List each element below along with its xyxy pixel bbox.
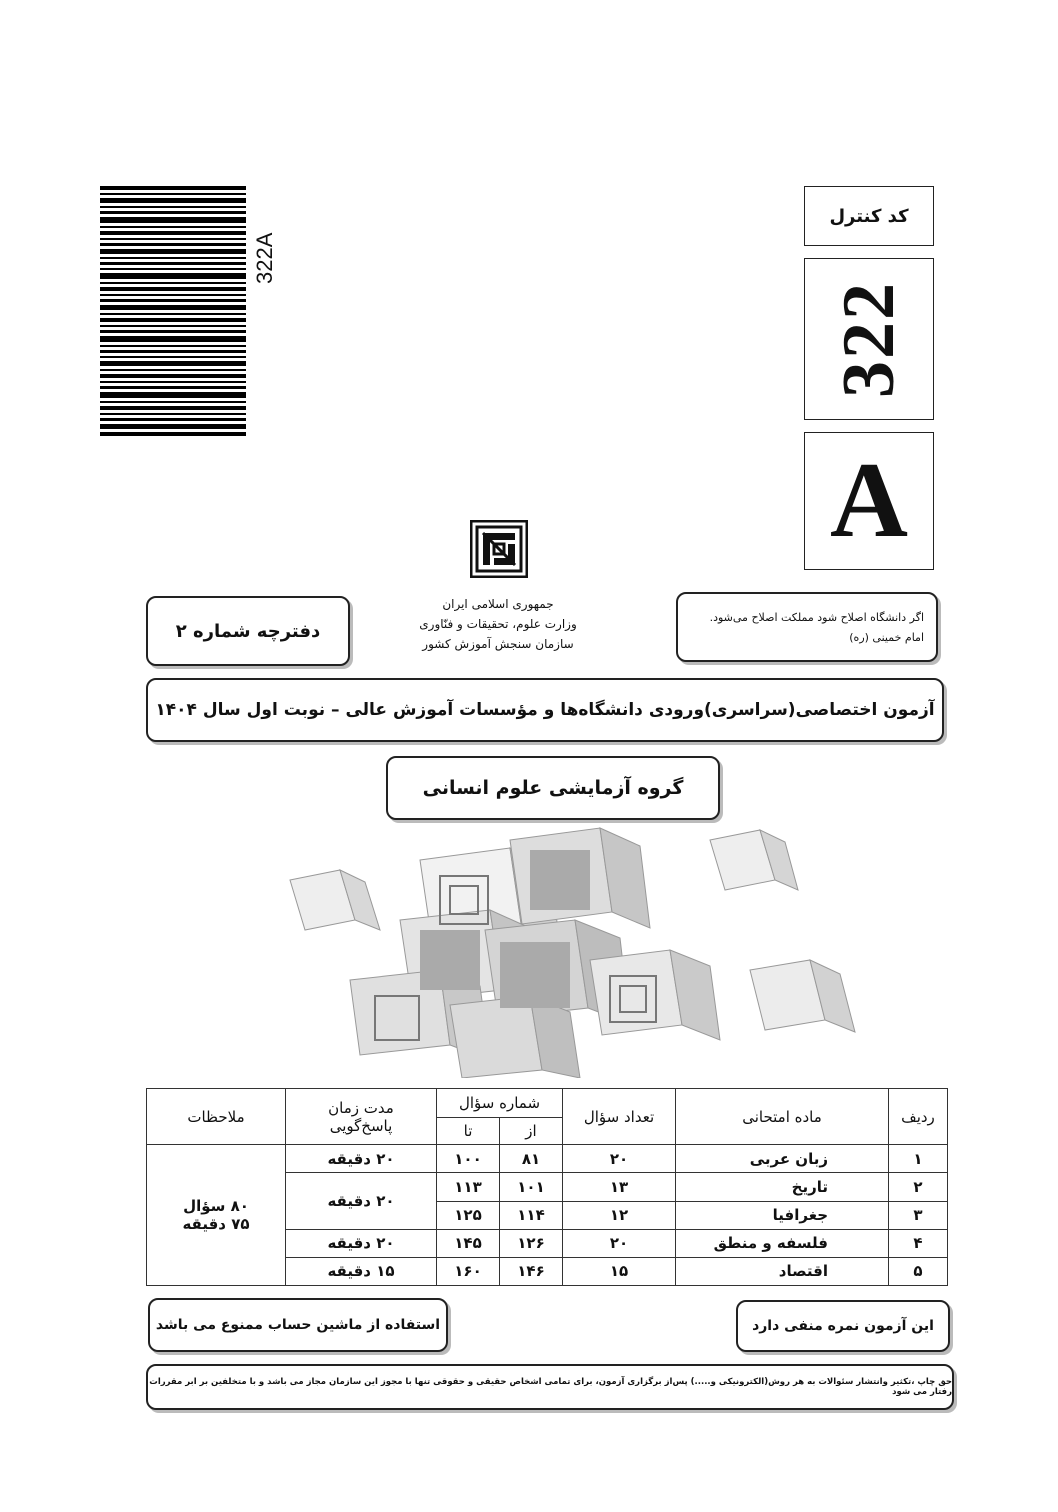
cell-from: ۱۰۱ — [500, 1173, 563, 1201]
group-title-box — [386, 756, 720, 820]
exam-schedule-table — [146, 1088, 948, 1286]
quote-author: امام خمینی (ره) — [849, 631, 924, 644]
cell-subject: اقتصاد — [676, 1257, 889, 1285]
cell-row-number: ۳ — [889, 1201, 948, 1229]
cell-from: ۱۲۶ — [500, 1229, 563, 1257]
cell-row-number: ۴ — [889, 1229, 948, 1257]
calculator-notice: استفاده از ماشین حساب ممنوع می باشد — [155, 1317, 441, 1333]
cell-subject: زبان عربی — [676, 1145, 889, 1173]
booklet-number-box — [146, 596, 350, 666]
header-from: از — [500, 1118, 563, 1145]
cell-row-number: ۲ — [889, 1173, 948, 1201]
header-subject: ماده امتحانی — [676, 1089, 889, 1145]
ministry-line: وزارت علوم، تحقیقات و فنّاوری — [419, 617, 577, 631]
cell-row-number: ۱ — [889, 1145, 948, 1173]
quote-text: اگر دانشگاه اصلاح شود مملکت اصلاح می‌شود. — [709, 611, 924, 624]
cell-duration: ۲۰ دقیقه — [286, 1145, 437, 1173]
cell-to: ۱۶۰ — [437, 1257, 500, 1285]
ministry-block — [398, 594, 598, 654]
cell-from: ۸۱ — [500, 1145, 563, 1173]
header-question-number: شماره سؤال — [437, 1089, 563, 1118]
cell-to: ۱۱۳ — [437, 1173, 500, 1201]
barcode-label: 322A — [252, 232, 277, 284]
control-code-number — [804, 258, 934, 420]
negative-marking-box — [736, 1300, 950, 1352]
cell-duration: ۲۰ دقیقه — [286, 1229, 437, 1257]
cell-row-number: ۵ — [889, 1257, 948, 1285]
header-row-number: ردیف — [889, 1089, 948, 1145]
cell-subject: فلسفه و منطق — [676, 1229, 889, 1257]
cell-question-count: ۱۲ — [563, 1201, 676, 1229]
cell-duration: ۱۵ دقیقه — [286, 1257, 437, 1285]
cell-duration: ۲۰ دقیقه — [286, 1173, 437, 1229]
cell-subject: جغرافیا — [676, 1201, 889, 1229]
control-code-letter: A — [804, 432, 934, 570]
cell-to: ۱۰۰ — [437, 1145, 500, 1173]
control-code-number-text: 322 — [827, 280, 910, 398]
cell-question-count: ۲۰ — [563, 1145, 676, 1173]
header-duration-line: پاسخ‌گویی — [329, 1116, 393, 1135]
organization-logo — [470, 520, 528, 578]
header-duration-line: مدت زمان — [328, 1098, 394, 1117]
negative-marking-notice: این آزمون نمره منفی دارد — [752, 1318, 934, 1334]
cell-question-count: ۲۰ — [563, 1229, 676, 1257]
notes-time-total: ۷۵ دقیقه — [182, 1215, 250, 1234]
control-code-title: کد کنترل — [804, 186, 934, 246]
calculator-notice-box — [148, 1298, 448, 1352]
cell-subject: تاریخ — [676, 1173, 889, 1201]
ministry-line: سازمان سنجش آموزش کشور — [422, 637, 574, 651]
cell-to: ۱۲۵ — [437, 1201, 500, 1229]
quote-box — [676, 592, 938, 662]
booklet-number-label: دفترچه شماره ۲ — [175, 620, 321, 642]
cell-notes — [147, 1145, 286, 1286]
cell-question-count: ۱۵ — [563, 1257, 676, 1285]
table-header-row — [147, 1089, 948, 1118]
header-to: تا — [437, 1118, 500, 1145]
header-question-count: تعداد سؤال — [563, 1089, 676, 1145]
ministry-line: جمهوری اسلامی ایران — [442, 597, 554, 611]
header-duration — [286, 1089, 437, 1145]
cell-to: ۱۴۵ — [437, 1229, 500, 1257]
cell-question-count: ۱۳ — [563, 1173, 676, 1201]
copyright-notice: حق چاپ ،تکثیر وانتشار سئوالات به هر روش(الکترونیکی و.....) پس‌از برگزاری آزمون، برای تمامی اشخاص حقیقی و حقوقی تنها با مجوز این سازمان مجاز می باشد و با متخلفین بر ابر مقررات رفتار می شود — [149, 1377, 952, 1397]
notes-question-total: ۸۰ سؤال — [183, 1197, 249, 1216]
barcode — [100, 186, 246, 436]
cell-from: ۱۱۴ — [500, 1201, 563, 1229]
table-row — [147, 1145, 948, 1173]
cubes-illustration — [150, 820, 920, 1078]
header-notes: ملاحظات — [147, 1089, 286, 1145]
exam-title: آزمون اختصاصی(سراسری)ورودی دانشگاه‌ها و مؤسسات آموزش عالی – نوبت اول سال ۱۴۰۴ — [155, 700, 935, 720]
exam-title-box — [146, 678, 944, 742]
cell-from: ۱۴۶ — [500, 1257, 563, 1285]
copyright-box — [146, 1364, 954, 1410]
group-title: گروه آزمایشی علوم انسانی — [422, 777, 684, 799]
